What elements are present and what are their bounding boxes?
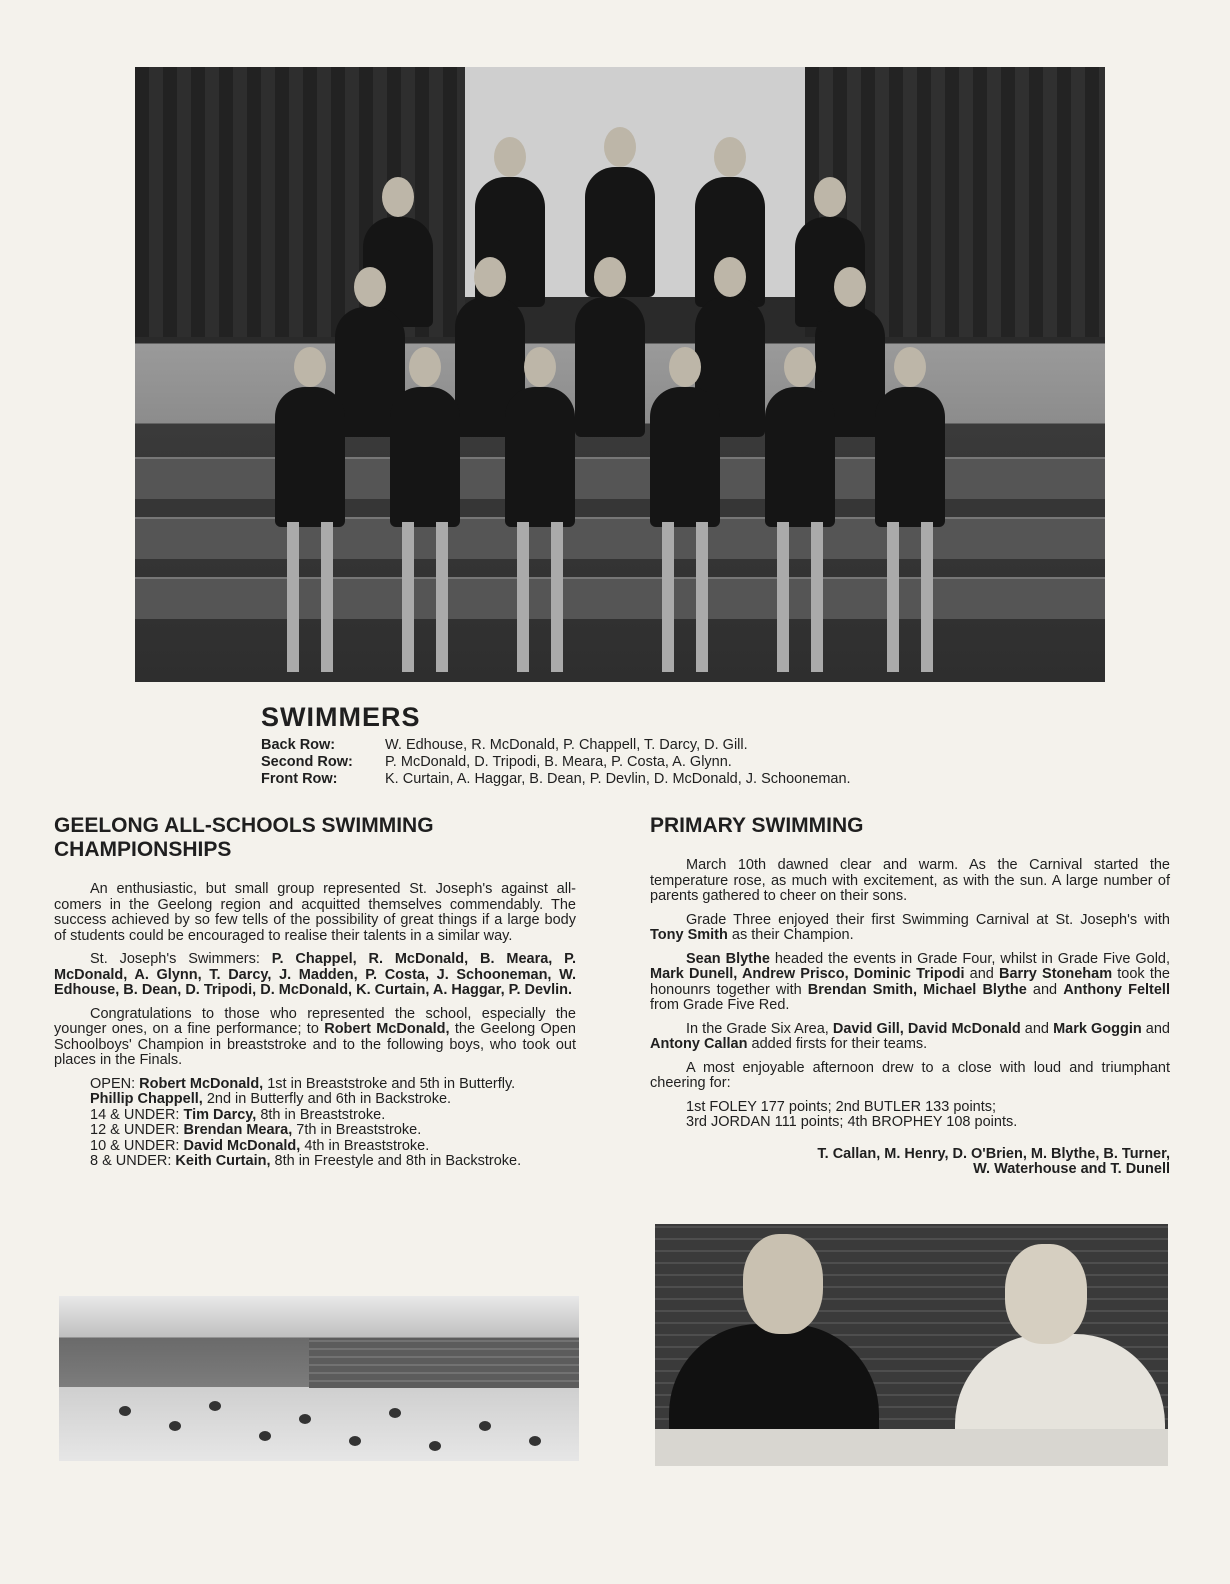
student-figure [575, 297, 645, 437]
geelong-paragraph-1: An enthusiastic, but small group represented St. Joseph's against all-comers in the Geelong region and acquitted themselves commendably. The success achieved by so few tells of the possibility of great things if a large body of students could be encouraged to realise their talents in a similar way. [54, 881, 576, 944]
student-figure [505, 387, 575, 527]
swimmer-head [259, 1431, 271, 1441]
caption-row-names: K. Curtain, A. Haggar, B. Dean, P. Devlin, D. McDonald, J. Schooneman. [385, 771, 851, 787]
swimmer-head [169, 1421, 181, 1431]
signature-line: T. Callan, M. Henry, D. O'Brien, M. Blythe, B. Turner, [817, 1145, 1170, 1162]
caption-row-label: Second Row: [261, 754, 353, 770]
student-figure [390, 387, 460, 527]
swimmer-head [389, 1408, 401, 1418]
swimmer-head [119, 1406, 131, 1416]
student-name: Mark Dunell, Andrew Prisco, Dominic Tripodi [650, 966, 965, 982]
judges-table [655, 1429, 1168, 1466]
photo-caption-title: SWIMMERS [261, 702, 421, 732]
primary-paragraph-4 [650, 1022, 1170, 1053]
text-run: the Geelong Open Schoolboys' Champion in breaststroke and to the following boys, who took out places in the Finals. [54, 1021, 576, 1068]
score-line: 1st FOLEY 177 points; 2nd BUTLER 133 points; [686, 1098, 997, 1115]
stage-step [135, 577, 1105, 619]
text-run: St. Joseph's Swimmers: [90, 951, 272, 967]
swimmer-head [529, 1436, 541, 1446]
result-item [90, 1108, 576, 1124]
student-figure [650, 387, 720, 527]
brick-wall [309, 1338, 579, 1388]
caption-row-front [261, 771, 851, 788]
signature-line: W. Waterhouse and T. Dunell [973, 1161, 1170, 1177]
swimmer-head [429, 1441, 441, 1451]
caption-row-names: P. McDonald, D. Tripodi, B. Meara, P. Costa, A. Glynn. [385, 754, 732, 770]
result-item [90, 1139, 576, 1155]
geelong-paragraph-3 [54, 1007, 576, 1069]
text-run: and [964, 966, 999, 982]
text-run: Congratulations to those who represented the school, especially the younger ones, on a fine performance; to [54, 1005, 576, 1037]
text-run: and [1020, 1020, 1054, 1037]
pool-photo [59, 1296, 579, 1461]
text-run: added firsts for their teams. [747, 1036, 928, 1052]
result-category: OPEN: [90, 1075, 140, 1092]
swimmer-head [209, 1401, 221, 1411]
student-name: Anthony Feltell [1063, 981, 1170, 998]
geelong-paragraph-2 [54, 952, 576, 999]
result-detail: 1st in Breaststroke and 5th in Butterfly. [263, 1075, 516, 1092]
text-run: as their Champion. [727, 927, 854, 943]
result-detail: 4th in Breaststroke. [300, 1137, 430, 1154]
result-item [90, 1092, 576, 1108]
text-run: and [1026, 981, 1064, 998]
result-name: Brendan Meara, [183, 1122, 293, 1138]
primary-article-heading: PRIMARY SWIMMING [650, 814, 864, 837]
text-run: took the honounrs together with [650, 966, 1170, 998]
student-name: Antony Callan [650, 1036, 748, 1052]
caption-row-label: Back Row: [261, 737, 336, 753]
swimmer-head [299, 1414, 311, 1424]
result-category: 10 & UNDER: [90, 1137, 184, 1154]
result-item [90, 1154, 576, 1170]
result-detail: 7th in Breaststroke. [292, 1122, 422, 1138]
text-run: and [1141, 1020, 1170, 1037]
result-category: 8 & UNDER: [90, 1153, 176, 1169]
result-item [90, 1123, 576, 1139]
result-name: Phillip Chappell, [90, 1091, 203, 1107]
caption-row-label: Front Row: [261, 771, 338, 787]
result-item [90, 1077, 576, 1093]
student-name: Sean Blythe [686, 950, 770, 967]
text-run: In the Grade Six Area, [686, 1020, 833, 1037]
official-head [1005, 1244, 1087, 1344]
swimmer-head [349, 1436, 361, 1446]
result-name: Keith Curtain, [175, 1153, 271, 1169]
student-name: Barry Stoneham [998, 966, 1113, 982]
primary-paragraph-1: March 10th dawned clear and warm. As the Carnival started the temperature rose, as much with excitement, as with the sun. A large number of parents gathered to cheer on their sons. [650, 857, 1170, 904]
student-legs [662, 522, 708, 672]
primary-paragraph-5: A most enjoyable afternoon drew to a close with loud and triumphant cheering for: [650, 1059, 1170, 1091]
student-figure [875, 387, 945, 527]
student-legs [777, 522, 823, 672]
score-line: 3rd JORDAN 111 points; 4th BROPHEY 108 points. [686, 1114, 1018, 1130]
primary-paragraph-2 [650, 913, 1170, 944]
student-legs [402, 522, 448, 672]
student-legs [287, 522, 333, 672]
text-run: Grade Three enjoyed their first Swimming Carnival at St. Joseph's with [686, 911, 1170, 928]
text-run: headed the events in Grade Four, whilst in Grade Five Gold, [769, 950, 1171, 967]
result-detail: 8th in Breaststroke. [256, 1106, 386, 1123]
photo-caption-rows [261, 737, 851, 788]
result-category: 14 & UNDER: [90, 1106, 184, 1123]
officials-photo [655, 1224, 1168, 1466]
team-photo [135, 67, 1105, 682]
champion-name: Robert McDonald, [324, 1021, 450, 1037]
student-name: Brendan Smith, Michael Blythe [807, 981, 1027, 998]
student-name: Mark Goggin [1053, 1020, 1142, 1037]
result-name: David McDonald, [183, 1137, 301, 1154]
geelong-article-heading: GEELONG ALL-SCHOOLS SWIMMING CHAMPIONSHIPS [54, 814, 434, 861]
result-name: Robert McDonald, [139, 1075, 264, 1092]
student-name: David Gill, David McDonald [832, 1020, 1021, 1037]
student-legs [517, 522, 563, 672]
house-scores [686, 1100, 1170, 1131]
result-category: 12 & UNDER: [90, 1122, 184, 1138]
primary-article [650, 814, 1170, 1178]
caption-row-second [261, 754, 851, 771]
result-name: Tim Darcy, [183, 1106, 257, 1123]
priest-head [743, 1234, 823, 1334]
result-detail: 2nd in Butterfly and 6th in Backstroke. [202, 1091, 452, 1107]
student-figure [765, 387, 835, 527]
primary-paragraph-3 [650, 952, 1170, 1014]
student-legs [887, 522, 933, 672]
results-list [90, 1077, 576, 1170]
caption-row-names: W. Edhouse, R. McDonald, P. Chappell, T. Darcy, D. Gill. [385, 737, 748, 753]
authors-signature [650, 1147, 1170, 1178]
swimmer-head [479, 1421, 491, 1431]
result-detail: 8th in Freestyle and 8th in Backstroke. [270, 1153, 522, 1169]
caption-row-back [261, 737, 851, 754]
champion-name: Tony Smith [650, 927, 728, 943]
student-figure [275, 387, 345, 527]
swimmer-names: P. Chappel, R. McDonald, B. Meara, P. McDonald, A. Glynn, T. Darcy, J. Madden, P. Costa, J. Schooneman, W. Edhouse, B. Dean, D. Tripodi, D. McDonald, K. Curtain, A. Haggar, P. Devlin. [54, 951, 576, 998]
geelong-article [54, 814, 576, 1170]
text-run: from Grade Five Red. [650, 997, 790, 1013]
